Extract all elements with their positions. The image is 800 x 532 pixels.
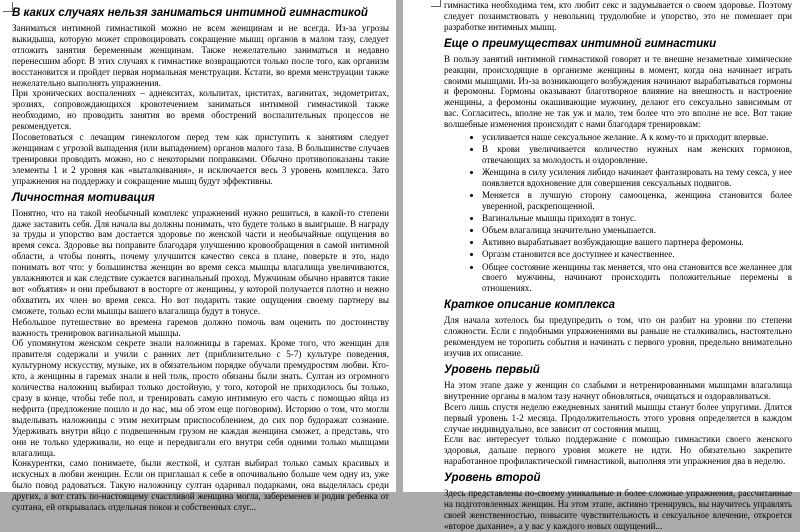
paragraph: Заниматься интимной гимнастикой можно не всем женщинам и не всегда. Из-за угрозы выкидыша, которую может спровоцировать сокращение мышц органов в малом тазу, следует отложить занятия беременным женщинам. Также нежелательно заниматься и недавно перенесшим аборт. В этих случаях к гимнастике возвращаются только после того, как организм восстановится и пройдет первая нормальная менструация. Кстати, во время менструации также нежелательно выполнять упражнения. bbox=[12, 23, 389, 88]
right-page bbox=[403, 0, 800, 531]
list-item: • Оргазм становится все доступнее и качественнее. bbox=[482, 249, 792, 260]
heading-motivation: Личностная мотивация bbox=[12, 191, 155, 204]
paragraph: Для начала хотелось бы предупредить о том, что он разбит на уровни по степени сложности. Если с подобными упражнениями вы раньше не сталкивались, настоятельно рекомендуем не торопить события и начинать с первого уровня, предельно внимательно изучив их описание. bbox=[444, 315, 792, 358]
list-item: • Общее состояние женщины так меняется, что она становится все желаннее для своего мужчины, начинают происходить положительные перемены в отношениях. bbox=[482, 262, 792, 295]
paragraph: Об упомянутом женском секрете знали наложницы в гаремах. Кроме того, что женщин для правителя содержали и учили с ранних лет (приблизительно с 5-7) культуре поведения, культурному искусству, музыке, их в обязательном порядке обучали премудростям любви. Кто-кто, а женщины в гаремах знали в ней толк, просто обязаны были знать. Султан из огромного количества наложниц выбирал только достойную, у того, которой не приходилось бы только, сразу в конце, чтобы тебе пол, и тренировать самую интимную его часть с помощью яйца из нефрита (предложение пошло и до нас, мы об этом еще поговорим). Историю о том, что могли выделывать наложницы с этим нехитрым приспособлением, до сих пор будоражат сознание. Удерживать внутри яйцо с подвешенным грузом не каждая женщина сможет, а представь, что они не только удерживали, но еще и передвигали его внутри себя одними только мышцами влагалища. bbox=[12, 338, 389, 458]
paragraph: На этом этапе даже у женщин со слабыми и нетренированными мышцами влагалища внутренние органы в малом тазу начнут обновляться, очищаться и оздоравливаться. bbox=[444, 379, 792, 401]
paragraph: Небольшое путешествие во времена гаремов должно помочь вам оценить по достоинству важность тренировок вагинальной мышцы. bbox=[12, 316, 389, 338]
heading-level-two: Уровень второй bbox=[444, 472, 541, 485]
left-page bbox=[0, 0, 396, 513]
paragraph: Всего лишь спустя неделю ежедневных занятий мышцы станут более упругими. Длится первый уровень 1-2 месяца. Продолжительность этого уровня определяется в каждом случае индивидуально, все зависит от состояния мышц. bbox=[444, 401, 792, 434]
list-item: • Активно вырабатывает возбуждающие вашего партнера феромоны. bbox=[482, 237, 792, 248]
paragraph: Здесь представлены по-своему уникальные и более сложные упражнения, рассчитанные на подготовленных женщин. На этом этапе, активно тренируясь, вы научитесь управлять своей женственностью, повысите чувствительность и сексуальное влечение, откроется «второе дыхание», а у вас у каждого новых ощущений... bbox=[444, 488, 792, 531]
list-item: • Меняется в лучшую сторону самооценка, женщина становится более уверенной, раскрепощенной. bbox=[482, 190, 792, 212]
paragraph: При хронических воспалениях – аднекситах, кольпитах, циститах, вагинитах, эндометритах, эрозиях, сопровождающихся кровотечением заниматься интимной гимнастикой также необходимо, но проводить занятия во время обострений воспалительных процессов не рекомендуется. bbox=[12, 88, 389, 132]
heading-overview: Краткое описание комплекса bbox=[444, 299, 615, 312]
paragraph: Конкурентки, само понимаете, были жесткой, и султан выбирал только самых красивых и искусных в любви женщин. Если он приглашал к себе в опочивальню больше чем одну из, уже было повод радоваться. Такую наложницу султан одаривал подарками, она выделялась среди других, а вот стать по-настоящему счастливой женщина могла, забеременев и родив ребенка от султана, ей открывалась отдельная покои и собственных слуг... bbox=[12, 458, 389, 513]
list-item: • Женщина в силу усиления либидо начинает фантазировать на тему секса, у нее появляется вдохновение для совершения сексуальных подвигов. bbox=[482, 167, 792, 189]
crop-mark bbox=[431, 0, 441, 7]
list-item: • В крови увеличивается количество нужных нам женских гормонов, отвечающих за молодость и оздоровление. bbox=[482, 144, 792, 166]
page-gap bbox=[396, 0, 403, 492]
paragraph: Понятно, что на такой необычный комплекс упражнений нужно решиться, в какой-то степени даже заставить себя. Для начала вы должны понимать, что будете только в выигрыше. В награду за труды и упорство вам достается здоровье по женской части и необычайные ощущения во время секса. Здоровье вы поправите благодаря улучшению кровообращения в самой интимной области, а чтобы понять, почему улучшится качество секса в плане, поверьте в это, надо понимать вот что: у большинства женщин во время секса мышцы влагалища увеличиваются, увлажняются и как следствие сужается вагинальный проход. Мужчинам обычно нравятся такие вот «объятия» и они пребывают в восторге от женщины, у которой получается плотно и нежно обхватить их член во время секса. Но вот подарить такие ощущения своему партнеру вы сможете, только если мышцы вашего влагалища будут в тонусе. bbox=[12, 207, 389, 316]
list-item: • Объем влагалища значительно уменьшается. bbox=[482, 225, 792, 236]
list-item: • усиливается наше сексуальное желание. А к кому-то и приходит впервые. bbox=[482, 132, 792, 143]
heading-contraindications: В каких случаях нельзя заниматься интимной гимнастикой bbox=[12, 7, 368, 19]
benefits-list bbox=[444, 132, 792, 294]
heading-advantages: Еще о преимуществах интимной гимнастики bbox=[444, 37, 717, 50]
crop-mark bbox=[3, 2, 13, 12]
list-item: • Вагинальные мышцы приходят в тонус. bbox=[482, 213, 792, 224]
paragraph: Если вас интересует только поддержание с помощью гимнастики своего женского здоровья, дальше первого уровня можете не идти. Но обязательно закрепите наработанное профилактической гимнастикой, выполняя эти упражнения два в неделю. bbox=[444, 434, 792, 467]
paragraph: гимнастика необходима тем, кто любит секс и задумывается о своем здоровье. Поэтому следует позаимствовать у невольниц трудолюбие и упорство, это не помешает при разработке интимных мышц. bbox=[444, 0, 792, 32]
heading-level-one: Уровень первый bbox=[444, 363, 540, 376]
paragraph: В пользу занятий интимной гимнастикой говорят и те внешне незаметные химические реакции, происходящие в организме женщины в момент, когда она начинает играть своими мышцами. Из-за возникающего возбуждения начинают вырабатываться гормоны и феромоны. Гормоны оказывают благотворное влияние на внешность и настроение женщины, а феромоны окашивающие мужчину, делают его сексуально зависимым от вас. Согласитесь, вполне не так уж и мало, тем более что это вполне не все. Вот такие волшебные изменения происходят с нами благодаря тренировкам: bbox=[444, 53, 792, 130]
paragraph: Посоветоваться с лечащим гинекологом перед тем как приступить к занятиям следует женщинам с угрозой выпадения (или выпадением) органов малого таза. В большинстве случаев тренировки проводить можно, но с некоторыми поправками. Обычно противопоказаны такие элементы 1 и 2 уровня как «выталкивания», и исключается весь 3 уровень комплекса. Зато упражнения на поддержку и сокращение мышц будут эффективны. bbox=[12, 132, 389, 186]
